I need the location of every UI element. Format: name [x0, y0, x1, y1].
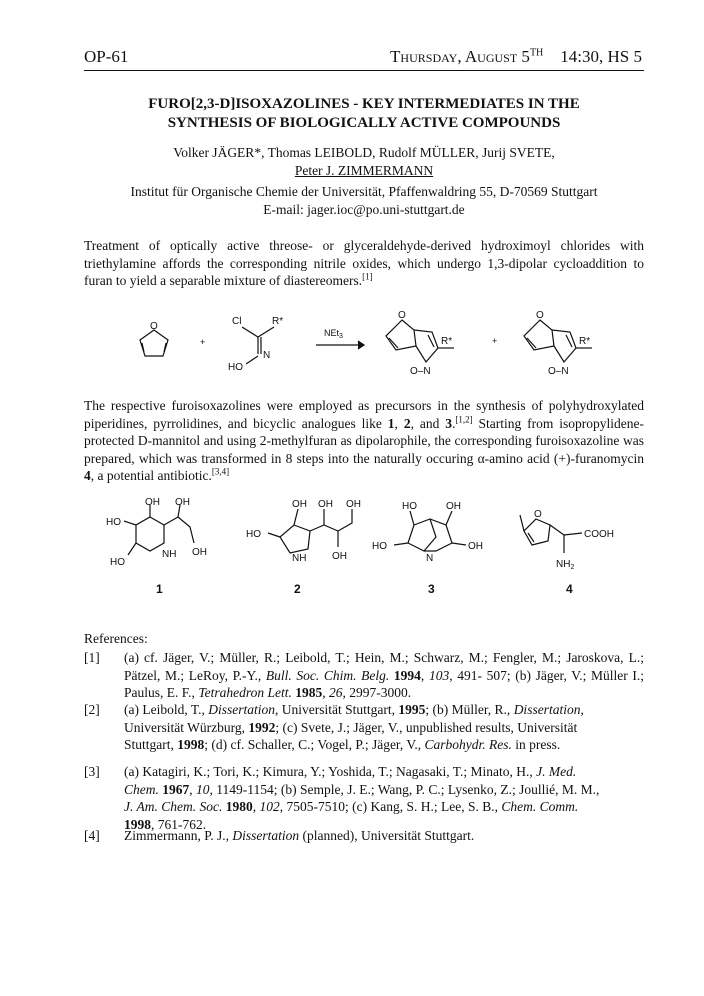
compound-2-oh-4: OH — [332, 551, 347, 562]
paragraph-2-dot: . — [451, 415, 456, 431]
compound-1-oh-2: OH — [175, 497, 190, 508]
compound-4-structure — [520, 515, 582, 553]
compound-4-cooh: COOH — [584, 529, 614, 540]
product-1-r: R* — [441, 336, 453, 347]
compound-ref-4: 4 — [84, 468, 91, 484]
compound-3-structure — [394, 511, 466, 551]
compound-2-nh: NH — [292, 553, 307, 564]
affiliation — [84, 183, 644, 219]
paragraph-2-sep-1: , — [394, 415, 404, 431]
compound-4-nh2: $NH_2$ — [556, 559, 575, 571]
author-list — [84, 144, 644, 180]
citation-1: [1] — [362, 271, 373, 282]
authors-line-1: Volker JÄGER*, Thomas LEIBOLD, Rudolf MÜLLER, Jurij SVETE, — [173, 145, 555, 160]
compound-structures — [84, 495, 644, 605]
title-line-1: FURO[2,3-D]ISOXAZOLINES - KEY INTERMEDIATES IN THE — [148, 96, 580, 112]
reaction-arrow — [316, 341, 364, 349]
chloride-ho: HO — [228, 362, 243, 373]
reagent-label: NEt$_3$ — [324, 328, 343, 340]
reference-2-text: (a) Leibold, T., Dissertation, Universität Stuttgart, 1995; (b) Müller, R., Dissertation, Universität Würzburg, 1992; (c) Svete, J.; Jäger, V., unpublished results, Universität Stuttgart, 1998; (d) cf. Schaller, C.; Vogel, P.; Jäger, V., Carbohydr. Res. in press. — [124, 702, 584, 753]
compound-1-ho-2: HO — [110, 557, 125, 568]
compound-ref-1: 1 — [387, 415, 395, 431]
plus-sign-1: + — [200, 337, 206, 347]
chloride-cl: Cl — [232, 316, 242, 327]
paragraph-2-part-3: -amino acid (+)-furanomycin — [484, 450, 644, 466]
reference-4-number: [4] — [84, 828, 100, 843]
compound-2-oh-2: OH — [318, 499, 333, 510]
compound-4-o: O — [534, 509, 542, 520]
product-1-o: O — [398, 310, 406, 321]
compound-label-2: 2 — [294, 582, 301, 596]
compound-2-ho: HO — [246, 529, 261, 540]
paragraph-2 — [84, 397, 644, 485]
citation-1-2: [1,2] — [455, 414, 473, 425]
furan-structure — [140, 330, 168, 356]
compound-1-nh: NH — [162, 549, 177, 560]
furan-o: O — [150, 321, 158, 332]
compound-label-1: 1 — [156, 582, 163, 596]
paragraph-1-text: Treatment of optically active threose- or glyceraldehyde-derived hydroximoyl chlorides with triethylamine affords the corresponding nitrile oxides, which undergo 1,3-dipolar cycloaddition to furan to yield a separable mixture of diastereomers. — [84, 238, 644, 289]
email: E-mail: jager.ioc@po.uni-stuttgart.de — [263, 202, 465, 217]
session-datetime — [390, 47, 642, 67]
paper-title — [84, 95, 644, 133]
reference-4-text: Zimmermann, P. J., Dissertation (planned), Universität Stuttgart. — [124, 828, 475, 843]
paragraph-2-part-2: Starting from isopropylidene-protected D-mannitol and using 2-methylfuran as dipolarophile, the corresponding furoisoxazoline was prepared, which was transformed in 8 steps into the naturally occuring — [84, 415, 644, 466]
alpha-symbol: α — [477, 450, 485, 466]
session-code: OP-61 — [84, 47, 129, 66]
reference-1-text: (a) cf. Jäger, V.; Müller, R.; Leibold, T.; Hein, M.; Schwarz, M.; Fengler, M.; Jaroskova, L.; Pätzel, M.; LeRoy, P.-Y., Bull. Soc. Chim. Belg. 1994, 103, 491- 507; (b) Jäger, V.; Müller I.; Paulus, E. F., Tetrahedron Lett. 1985, 26, 2997-3000. — [124, 650, 645, 701]
title-line-2: SYNTHESIS OF BIOLOGICALLY ACTIVE COMPOUNDS — [167, 115, 561, 131]
institute: Institut für Organische Chemie der Universität, Pfaffenwaldring 55, D-70569 Stuttgart — [130, 184, 598, 199]
plus-sign-2: + — [492, 336, 498, 346]
compound-2-oh-1: OH — [292, 499, 307, 510]
chloride-n: N — [263, 350, 271, 361]
compound-3-ho-2: HO — [372, 541, 387, 552]
compound-3-ho-1: HO — [402, 501, 417, 512]
presenting-author: Peter J. ZIMMERMANN — [294, 163, 434, 178]
compound-label-4: 4 — [566, 582, 573, 596]
product-2-r: R* — [579, 336, 591, 347]
date-suffix: TH — [529, 47, 544, 59]
session-date: Thursday, August 5 — [390, 47, 530, 66]
reaction-scheme — [84, 300, 644, 382]
compound-1-oh-3: OH — [192, 547, 207, 558]
product-2-on: O–N — [548, 366, 569, 377]
paragraph-2-part-4: , a potential antibiotic. — [90, 468, 212, 484]
compound-2-structure — [268, 509, 352, 553]
paragraph-2-part-1: The respective furoisoxazolines were employed as precursors in the synthesis of polyhydroxylated piperidines, pyrrolidines, and bicyclic analogues like — [84, 398, 644, 431]
reference-3-number: [3] — [84, 764, 100, 779]
session-time-room: 14:30, HS 5 — [560, 47, 642, 66]
compound-1-structure — [124, 505, 194, 555]
compound-label-3: 3 — [428, 582, 435, 596]
product-2-o: O — [536, 310, 544, 321]
compound-1-oh-1: OH — [145, 497, 160, 508]
paragraph-1 — [84, 237, 644, 290]
compound-ref-3: 3 — [445, 415, 452, 431]
compound-3-oh-1: OH — [446, 501, 461, 512]
reference-3-text: (a) Katagiri, K.; Tori, K.; Kimura, Y.; Yoshida, T.; Nagasaki, T.; Minato, H., J. Med. Chem. 1967, 10, 1149-1154; (b) Semple, J. E.; Wang, P. C.; Lysenko, Z.; Joullié, M. M., J. Am. Chem. Soc. 1980, 102, 7505-7510; (c) Kang, S. H.; Lee, S. B., Chem. Comm. 1998, 761-762. — [124, 764, 600, 832]
compound-2-oh-3: OH — [346, 499, 361, 510]
compound-3-oh-2: OH — [468, 541, 483, 552]
product-1-on: O–N — [410, 366, 431, 377]
header-rule — [84, 70, 644, 71]
compound-3-n: N — [426, 553, 434, 564]
paragraph-2-sep-2: , and — [410, 415, 446, 431]
chloride-rstar: R* — [272, 316, 284, 327]
reference-2-number: [2] — [84, 702, 100, 717]
citation-3-4: [3,4] — [211, 466, 230, 477]
compound-ref-2: 2 — [403, 415, 411, 431]
reference-1-number: [1] — [84, 650, 100, 665]
compound-1-ho-1: HO — [106, 517, 121, 528]
references-heading: References: — [84, 631, 148, 646]
